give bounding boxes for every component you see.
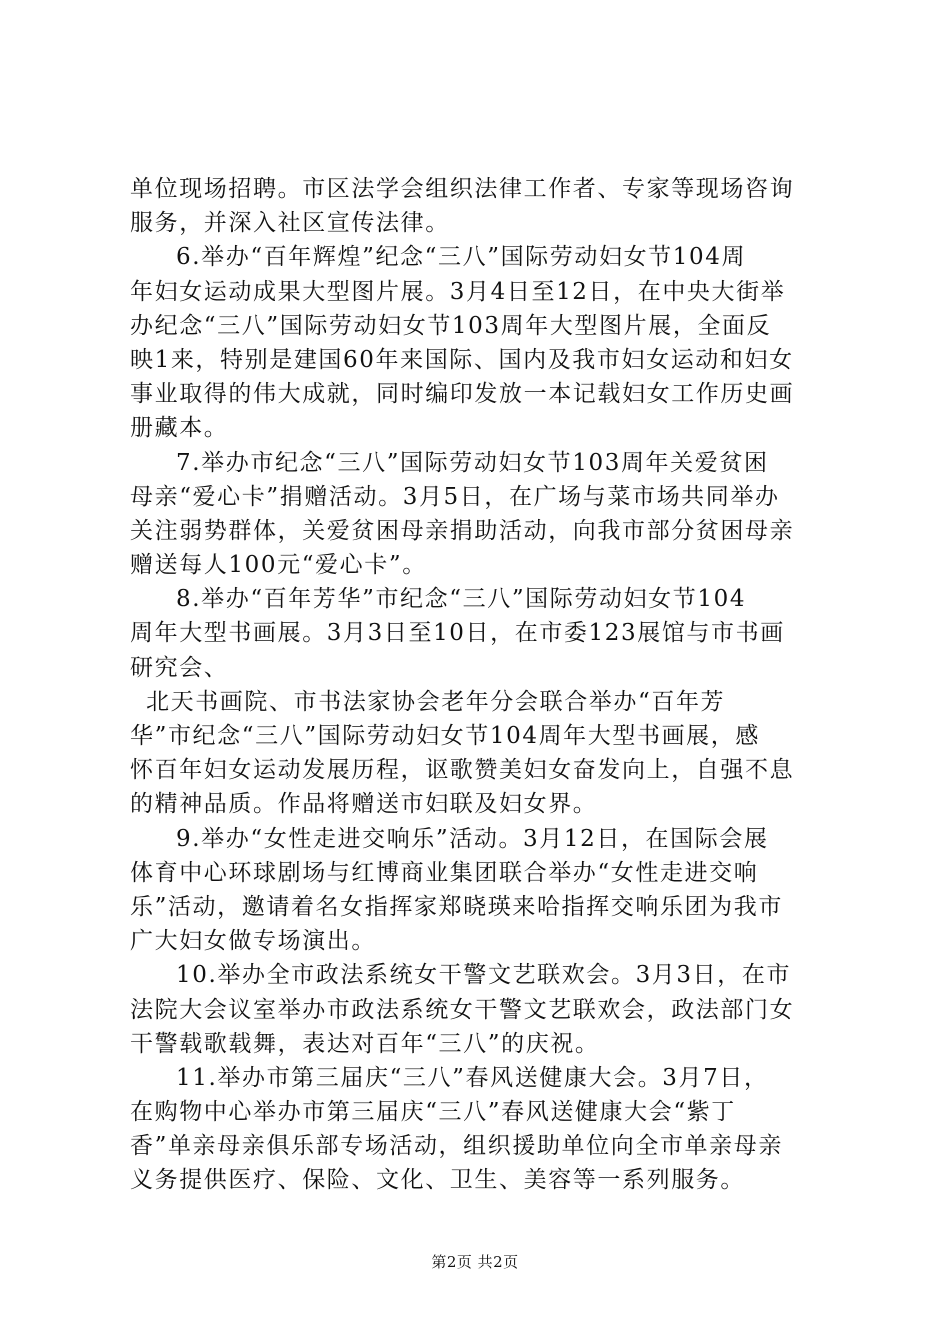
text-line: 广大妇女做专场演出。	[130, 928, 376, 955]
text-line: 单位现场招聘。市区法学会组织法律工作者、专家等现场咨询	[130, 176, 795, 202]
text-line: 办纪念“三八”国际劳动妇女节103周年大型图片展，全面反	[130, 312, 772, 339]
text-line: 9.举办“女性走进交响乐”活动。3月12日，在国际会展	[176, 825, 769, 852]
text-line: 研究会、	[130, 654, 229, 681]
text-line: 乐”活动，邀请着名女指挥家郑晓瑛来哈指挥交响乐团为我市	[130, 893, 783, 920]
text-line: 法院大会议室举办市政法系统女干警文艺联欢会，政法部门女	[130, 996, 795, 1023]
text-line: 赠送每人100元“爱心卡”。	[130, 552, 427, 579]
text-line: 7.举办市纪念“三八”国际劳动妇女节103周年关爱贫困	[176, 449, 769, 476]
text-line: 关注弱势群体，关爱贫困母亲捐助活动，向我市部分贫困母亲	[130, 517, 795, 544]
text-line: 在购物中心举办市第三届庆“三八”春风送健康大会“紫丁	[130, 1099, 736, 1126]
text-line: 8.举办“百年芳华”市纪念“三八”国际劳动妇女节104	[176, 586, 747, 613]
text-line: 事业取得的伟大成就，同时编印发放一本记载妇女工作历史画	[130, 381, 795, 408]
document-body	[130, 172, 830, 1198]
text-line: 干警载歌载舞，表达对百年“三八”的庆祝。	[130, 1030, 600, 1057]
text-line: 6.举办“百年辉煌”纪念“三八”国际劳动妇女节104周	[176, 244, 747, 271]
text-line: 母亲“爱心卡”捐赠活动。3月5日，在广场与菜市场共同举办	[130, 483, 780, 510]
text-line: 年妇女运动成果大型图片展。3月4日至12日，在中央大街举	[130, 278, 786, 305]
text-line: 映1来，特别是建国60年来国际、国内及我市妇女运动和妇女	[130, 346, 794, 373]
text-line: 体育中心环球剧场与红博商业集团联合举办“女性走进交响	[130, 859, 759, 886]
text-line: 服务，并深入社区宣传法律。	[130, 210, 450, 237]
text-line: 北天书画院、市书法家协会老年分会联合举办“百年芳	[146, 688, 726, 715]
text-line: 香”单亲母亲俱乐部专场活动，组织援助单位向全市单亲母亲	[130, 1133, 783, 1160]
text-line: 义务提供医疗、保险、文化、卫生、美容等一系列服务。	[130, 1167, 745, 1194]
text-line: 怀百年妇女运动发展历程，讴歌赞美妇女奋发向上，自强不息	[130, 757, 795, 784]
text-line: 11.举办市第三届庆“三八”春风送健康大会。3月7日，	[176, 1064, 769, 1091]
text-line: 周年大型书画展。3月3日至10日，在市委123展馆与市书画	[130, 620, 785, 647]
text-line: 的精神品质。作品将赠送市妇联及妇女界。	[130, 791, 598, 818]
text-line: 华”市纪念“三八”国际劳动妇女节104周年大型书画展，感	[130, 723, 760, 749]
page-number-footer: 第2页 共2页	[431, 1253, 519, 1271]
text-line: 册藏本。	[130, 415, 229, 442]
text-line: 10.举办全市政法系统女干警文艺联欢会。3月3日，在市	[176, 962, 792, 989]
